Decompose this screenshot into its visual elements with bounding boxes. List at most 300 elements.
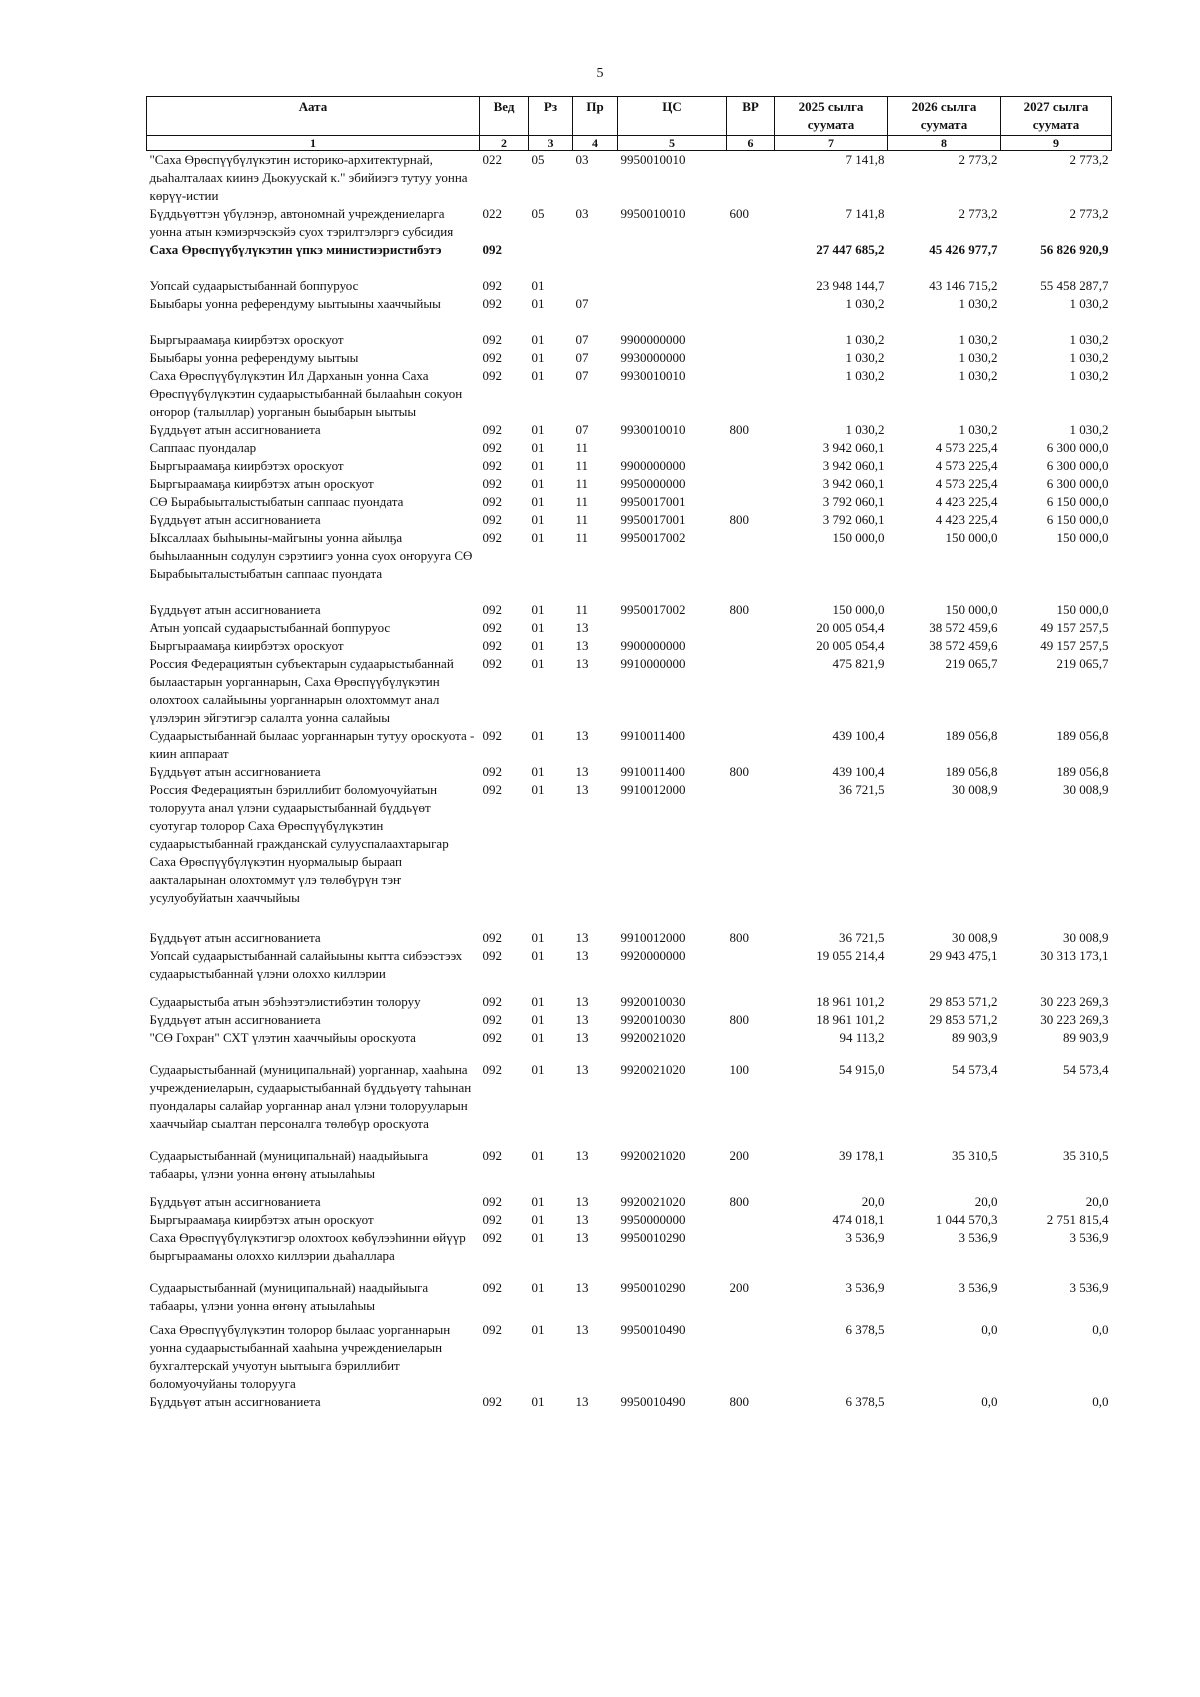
- header-cs: ЦС: [618, 97, 727, 136]
- row-vr: 800: [729, 764, 749, 779]
- row-rz: 01: [531, 638, 545, 653]
- row-amount-2025: 6 378,5: [845, 1394, 885, 1409]
- table-row: [147, 929, 1112, 947]
- row-amount-2027: 30 313 173,1: [1040, 948, 1109, 963]
- row-amount-2027: 30 008,9: [1063, 782, 1109, 797]
- row-ved: 092: [482, 278, 502, 293]
- table-row: [147, 1061, 1112, 1147]
- row-amount-2025: 3 942 060,1: [822, 458, 885, 473]
- row-amount-2027: 3 536,9: [1069, 1280, 1109, 1295]
- row-rz: 05: [531, 206, 545, 221]
- table-row: [147, 205, 1112, 241]
- table-row: [147, 439, 1112, 457]
- row-amount-2027: 1 030,2: [1069, 422, 1109, 437]
- row-cs: 9950000000: [620, 476, 686, 491]
- row-amount-2027: 219 065,7: [1056, 656, 1109, 671]
- row-vr: [727, 529, 775, 601]
- row-vr: [727, 367, 775, 421]
- row-ved: 092: [482, 602, 502, 617]
- row-amount-2027: 1 030,2: [1069, 350, 1109, 365]
- row-amount-2026: 89 903,9: [952, 1030, 998, 1045]
- row-vr: [727, 1229, 775, 1279]
- row-cs: 9930010010: [620, 422, 686, 437]
- row-amount-2026: 2 773,2: [958, 206, 998, 221]
- table-row: [147, 475, 1112, 493]
- table-row: [147, 511, 1112, 529]
- row-amount-2025: 439 100,4: [832, 728, 885, 743]
- row-amount-2026: 35 310,5: [952, 1148, 998, 1163]
- row-amount-2025: 94 113,2: [839, 1030, 885, 1045]
- row-name: Судаарыстыба атын эбэһээтэлистибэтин толоруу: [149, 994, 421, 1009]
- row-pr: 03: [575, 152, 589, 167]
- row-vr: 800: [729, 930, 749, 945]
- row-ved: 092: [482, 332, 502, 347]
- row-name: Бүддьүөттэн үбүлэнэр, автономнай учреждениеларга уонна атын кэмиэрчэскэйэ суох тэрилтэлэргэ субсидия: [149, 206, 454, 239]
- row-amount-2026: 0,0: [981, 1322, 998, 1337]
- row-rz: 01: [531, 782, 545, 797]
- row-amount-2027: 2 773,2: [1069, 152, 1109, 167]
- row-cs: 9950010010: [620, 206, 686, 221]
- table-row: [147, 457, 1112, 475]
- row-amount-2025: 3 792 060,1: [822, 494, 885, 509]
- row-pr: 03: [575, 206, 589, 221]
- row-rz: 01: [531, 476, 545, 491]
- row-pr: 13: [575, 930, 589, 945]
- table-row: [147, 1229, 1112, 1279]
- row-vr: [727, 993, 775, 1011]
- row-rz: 01: [531, 1030, 545, 1045]
- header-year-2025: 2025 сылга суумата: [775, 97, 888, 136]
- row-pr: 11: [575, 494, 589, 509]
- row-amount-2027: 6 150 000,0: [1046, 494, 1109, 509]
- row-cs: 9950010490: [620, 1322, 686, 1337]
- row-name: Бүддьүөт атын ассигнованиета: [149, 1194, 321, 1209]
- row-amount-2025: 150 000,0: [832, 602, 885, 617]
- header-vr: ВР: [727, 97, 775, 136]
- row-amount-2025: 18 961 101,2: [816, 994, 885, 1009]
- row-vr: [727, 637, 775, 655]
- table-row: [147, 781, 1112, 929]
- row-ved: 092: [482, 1394, 502, 1409]
- row-pr: 13: [575, 1280, 589, 1295]
- row-ved: 092: [482, 1212, 502, 1227]
- row-cs: 9930000000: [620, 350, 686, 365]
- row-name: Саха Өрөспүүбүлүкэтигэр олохтоох көбүлээһинни өйүүр быргырааманы олоххо киллэрии дьаһаллара: [149, 1230, 466, 1263]
- row-name: Быыбары уонна референдуму ыытыыны хааччыйыы: [149, 296, 441, 311]
- row-ved: 092: [482, 1148, 502, 1163]
- row-cs: 9900000000: [620, 638, 686, 653]
- page-number: 5: [596, 66, 604, 81]
- row-rz: 01: [531, 458, 545, 473]
- row-cs: [618, 619, 727, 637]
- row-amount-2025: 1 030,2: [845, 368, 885, 383]
- row-cs: [618, 439, 727, 457]
- row-ved: 092: [482, 350, 502, 365]
- row-pr: 13: [575, 638, 589, 653]
- row-pr: 13: [575, 1322, 589, 1337]
- row-amount-2027: 55 458 287,7: [1040, 278, 1109, 293]
- row-rz: 01: [531, 930, 545, 945]
- row-ved: 092: [482, 242, 502, 257]
- row-vr: [727, 439, 775, 457]
- row-amount-2026: 4 573 225,4: [935, 458, 998, 473]
- row-rz: 01: [531, 948, 545, 963]
- header-num-9: 9: [1001, 136, 1112, 151]
- row-amount-2027: 49 157 257,5: [1040, 638, 1109, 653]
- row-name: Бүддьүөт атын ассигнованиета: [149, 422, 321, 437]
- header-num-5: 5: [618, 136, 727, 151]
- row-vr: 800: [729, 512, 749, 527]
- row-amount-2026: 4 423 225,4: [935, 512, 998, 527]
- row-amount-2027: 1 030,2: [1069, 368, 1109, 383]
- row-cs: 9920021020: [620, 1148, 686, 1163]
- row-amount-2026: 219 065,7: [945, 656, 998, 671]
- row-amount-2026: 30 008,9: [952, 782, 998, 797]
- row-amount-2027: 189 056,8: [1056, 728, 1109, 743]
- row-amount-2025: 39 178,1: [839, 1148, 885, 1163]
- row-amount-2026: 43 146 715,2: [929, 278, 998, 293]
- row-amount-2025: 3 536,9: [845, 1280, 885, 1295]
- row-cs: 9920010030: [620, 1012, 686, 1027]
- row-name: "СӨ Гохран" СХТ үлэтин хааччыйыы ороскуота: [149, 1030, 416, 1045]
- row-rz: 05: [531, 152, 545, 167]
- row-ved: 092: [482, 1062, 502, 1077]
- row-pr: 11: [575, 440, 589, 455]
- row-name: Уопсай судаарыстыбаннай салайыыны кытта сибээстээх судаарыстыбаннай үлэни олоххо киллэрии: [149, 948, 463, 981]
- row-name: Ыксаллаах быһыыны-майгыны уонна айылҕа быһылааннын содулун сэрэтиигэ уонна суох оҥорууга СӨ Бырабыыталыстыбатын саппаас пуондата: [149, 530, 473, 581]
- row-name: Бүддьүөт атын ассигнованиета: [149, 930, 321, 945]
- row-ved: 092: [482, 422, 502, 437]
- row-vr: [727, 781, 775, 929]
- row-pr: 11: [575, 512, 589, 527]
- row-vr: [727, 331, 775, 349]
- row-pr: 13: [575, 1012, 589, 1027]
- row-amount-2026: 1 030,2: [958, 296, 998, 311]
- header-num-4: 4: [573, 136, 618, 151]
- row-cs: 9950017002: [620, 602, 686, 617]
- row-rz: 01: [531, 512, 545, 527]
- row-amount-2025: 23 948 144,7: [816, 278, 885, 293]
- row-ved: 092: [482, 440, 502, 455]
- row-rz: 01: [531, 278, 545, 293]
- row-ved: 092: [482, 1322, 502, 1337]
- row-amount-2027: 189 056,8: [1056, 764, 1109, 779]
- row-amount-2027: 2 751 815,4: [1046, 1212, 1109, 1227]
- row-cs: 9910011400: [620, 728, 686, 743]
- row-ved: 092: [482, 620, 502, 635]
- row-amount-2026: 30 008,9: [952, 930, 998, 945]
- row-amount-2027: 89 903,9: [1063, 1030, 1109, 1045]
- row-ved: 092: [482, 728, 502, 743]
- row-name: Бүддьүөт атын ассигнованиета: [149, 1394, 321, 1409]
- table-row: [147, 1393, 1112, 1411]
- table-row: [147, 655, 1112, 727]
- row-amount-2027: 30 223 269,3: [1040, 1012, 1109, 1027]
- row-rz: 01: [531, 332, 545, 347]
- row-cs: 9900000000: [620, 332, 686, 347]
- row-rz: 01: [531, 1012, 545, 1027]
- row-amount-2027: 3 536,9: [1069, 1230, 1109, 1245]
- row-name: Быргыраамаҕа киирбэтэх ороскуот: [149, 638, 344, 653]
- table-row: [147, 1029, 1112, 1061]
- row-amount-2027: 1 030,2: [1069, 296, 1109, 311]
- row-rz: 01: [531, 1394, 545, 1409]
- row-vr: [727, 277, 775, 295]
- row-pr: 13: [575, 1030, 589, 1045]
- row-pr: 13: [575, 1194, 589, 1209]
- row-amount-2027: 1 030,2: [1069, 332, 1109, 347]
- row-vr: 100: [729, 1062, 749, 1077]
- row-cs: 9950017002: [620, 530, 686, 545]
- row-amount-2025: 36 721,5: [839, 782, 885, 797]
- row-pr: 07: [575, 332, 589, 347]
- row-ved: 092: [482, 476, 502, 491]
- row-amount-2025: 150 000,0: [832, 530, 885, 545]
- row-rz: 01: [531, 350, 545, 365]
- row-vr: 800: [729, 1194, 749, 1209]
- row-name: Бүддьүөт атын ассигнованиета: [149, 1012, 321, 1027]
- header-num-6: 6: [727, 136, 775, 151]
- row-amount-2025: 7 141,8: [845, 152, 885, 167]
- row-amount-2026: 29 853 571,2: [929, 994, 998, 1009]
- row-ved: 092: [482, 656, 502, 671]
- row-amount-2026: 38 572 459,6: [929, 620, 998, 635]
- row-amount-2027: 0,0: [1092, 1322, 1109, 1337]
- row-amount-2026: 4 423 225,4: [935, 494, 998, 509]
- row-ved: 092: [482, 948, 502, 963]
- table-row: [147, 1011, 1112, 1029]
- row-cs: 9920021020: [620, 1030, 686, 1045]
- row-vr: [727, 655, 775, 727]
- row-vr: 800: [729, 1394, 749, 1409]
- row-rz: 01: [531, 1062, 545, 1077]
- row-cs: [618, 295, 727, 331]
- header-num-2: 2: [480, 136, 529, 151]
- row-rz: 01: [531, 1212, 545, 1227]
- row-amount-2025: 3 536,9: [845, 1230, 885, 1245]
- row-amount-2025: 3 792 060,1: [822, 512, 885, 527]
- row-name: Быргыраамаҕа киирбэтэх ороскуот: [149, 332, 344, 347]
- row-amount-2026: 38 572 459,6: [929, 638, 998, 653]
- row-vr: [727, 457, 775, 475]
- row-ved: 092: [482, 296, 502, 311]
- row-ved: 092: [482, 764, 502, 779]
- row-vr: 600: [729, 206, 749, 221]
- header-name: Аата: [147, 97, 480, 136]
- row-amount-2027: 6 300 000,0: [1046, 440, 1109, 455]
- row-name: Россия Федерациятын бэриллибит боломуочуйатын толоруута анал үлэни судаарыстыбаннай бүддьүөт суотугар толорор Саха Өрөспүүбүлүкэтин судаарыстыбаннай гражданскай сулууспалаахтарыгар Саха Өрөспүүбүлүкэтин нуормалыыр быраап аакталарынан олохтоммут үлэ төлөбүрүн тэҥ усулуобуйатын хааччыйыы: [149, 782, 449, 905]
- row-amount-2026: 1 030,2: [958, 332, 998, 347]
- row-amount-2026: 1 030,2: [958, 368, 998, 383]
- table-row: [147, 1147, 1112, 1193]
- row-pr: 07: [575, 296, 589, 311]
- row-pr: 07: [575, 422, 589, 437]
- row-pr: 07: [575, 368, 589, 383]
- row-rz: 01: [531, 494, 545, 509]
- row-amount-2025: 1 030,2: [845, 332, 885, 347]
- row-cs: 9920000000: [620, 948, 686, 963]
- row-vr: [727, 493, 775, 511]
- table-row: [147, 601, 1112, 619]
- row-amount-2025: 20 005 054,4: [816, 638, 885, 653]
- row-rz: 01: [531, 422, 545, 437]
- row-pr: 11: [575, 530, 589, 545]
- table-header: [147, 97, 1112, 151]
- row-name: Россия Федерациятын субъектарын судаарыстыбаннай былаастарын уорганнарын, Саха Өрөспүүбүлүкэтин олохтоох салайыыны уорганнарын олохтоммут анал үлэлэрин эйгэтигэр салалта уонна салайыы: [149, 656, 454, 725]
- table-row: [147, 277, 1112, 295]
- row-name: "Саха Өрөспүүбүлүкэтин историко-архитектурнай, дьаһалталаах киинэ Дьокуускай к." эбийиэгэ тутуу уонна көрүү-истии: [149, 152, 468, 203]
- table-body: [147, 151, 1112, 1412]
- table-row: [147, 637, 1112, 655]
- row-pr: 13: [575, 1212, 589, 1227]
- row-pr: [573, 277, 618, 295]
- header-num-3: 3: [529, 136, 573, 151]
- row-name: Быргыраамаҕа киирбэтэх атын ороскуот: [149, 1212, 374, 1227]
- row-ved: 092: [482, 458, 502, 473]
- table-row: [147, 421, 1112, 439]
- row-rz: 01: [531, 994, 545, 1009]
- header-year-2026: 2026 сылга суумата: [888, 97, 1001, 136]
- table-row: [147, 947, 1112, 993]
- row-vr: 800: [729, 602, 749, 617]
- header-year-2027: 2027 сылга суумата: [1001, 97, 1112, 136]
- header-pr: Пр: [573, 97, 618, 136]
- row-vr: 800: [729, 422, 749, 437]
- row-rz: 01: [531, 1230, 545, 1245]
- row-pr: 13: [575, 656, 589, 671]
- row-ved: 092: [482, 368, 502, 383]
- row-ved: 092: [482, 512, 502, 527]
- row-vr: [727, 1321, 775, 1393]
- header-ved: Вед: [480, 97, 529, 136]
- row-amount-2025: 3 942 060,1: [822, 476, 885, 491]
- budget-table: [146, 96, 1112, 1411]
- row-ved: 092: [482, 530, 502, 545]
- row-rz: 01: [531, 728, 545, 743]
- row-rz: 01: [531, 368, 545, 383]
- row-rz: 01: [531, 1280, 545, 1295]
- row-amount-2026: 189 056,8: [945, 728, 998, 743]
- row-rz: 01: [531, 764, 545, 779]
- row-amount-2027: 30 223 269,3: [1040, 994, 1109, 1009]
- row-ved: 092: [482, 994, 502, 1009]
- row-rz: [529, 241, 573, 277]
- row-name: Саппаас пуондалар: [149, 440, 257, 455]
- row-amount-2025: 20 005 054,4: [816, 620, 885, 635]
- row-cs: 9920021020: [620, 1194, 686, 1209]
- row-pr: 13: [575, 728, 589, 743]
- row-amount-2026: 1 030,2: [958, 422, 998, 437]
- row-vr: [727, 241, 775, 277]
- table-row: [147, 993, 1112, 1011]
- row-name: Быргыраамаҕа киирбэтэх ороскуот: [149, 458, 344, 473]
- row-amount-2027: 6 150 000,0: [1046, 512, 1109, 527]
- row-amount-2026: 4 573 225,4: [935, 476, 998, 491]
- row-ved: 022: [482, 206, 502, 221]
- row-pr: 11: [575, 458, 589, 473]
- row-pr: [573, 241, 618, 277]
- row-name: Уопсай судаарыстыбаннай боппуруос: [149, 278, 359, 293]
- row-vr: [727, 947, 775, 993]
- row-amount-2025: 20,0: [861, 1194, 885, 1209]
- row-ved: 092: [482, 1030, 502, 1045]
- row-vr: 200: [729, 1280, 749, 1295]
- table-row: [147, 493, 1112, 511]
- row-amount-2025: 7 141,8: [845, 206, 885, 221]
- row-amount-2026: 45 426 977,7: [929, 242, 998, 257]
- table-row: [147, 727, 1112, 763]
- row-amount-2027: 54 573,4: [1063, 1062, 1109, 1077]
- table-row: [147, 1193, 1112, 1211]
- row-rz: 01: [531, 656, 545, 671]
- row-amount-2025: 1 030,2: [845, 350, 885, 365]
- row-name: Саха Өрөспүүбүлүкэтин толорор былаас уорганнарын уонна судаарыстыбаннай хааһына учреждениеларын бухгалтерскай учуотун ыытыыга бэриллибит боломуочуйаны толорууга: [149, 1322, 451, 1391]
- row-pr: 13: [575, 948, 589, 963]
- row-pr: 13: [575, 994, 589, 1009]
- table-row: [147, 763, 1112, 781]
- row-amount-2025: 3 942 060,1: [822, 440, 885, 455]
- row-name: Судаарыстыбаннай (муниципальнай) наадыйыыга табаары, үлэни уонна өҥөнү атыылаһыы: [149, 1148, 429, 1181]
- row-name: Быыбары уонна референдуму ыытыы: [149, 350, 359, 365]
- row-amount-2026: 54 573,4: [952, 1062, 998, 1077]
- row-cs: 9900000000: [620, 458, 686, 473]
- table-row: [147, 295, 1112, 331]
- row-amount-2026: 150 000,0: [945, 530, 998, 545]
- table-row: [147, 241, 1112, 277]
- row-amount-2025: 18 961 101,2: [816, 1012, 885, 1027]
- row-cs: 9950000000: [620, 1212, 686, 1227]
- table-row: [147, 151, 1112, 206]
- table-row: [147, 1211, 1112, 1229]
- row-amount-2026: 189 056,8: [945, 764, 998, 779]
- row-name: Быргыраамаҕа киирбэтэх атын ороскуот: [149, 476, 374, 491]
- row-name: Бүддьүөт атын ассигнованиета: [149, 764, 321, 779]
- row-amount-2025: 36 721,5: [839, 930, 885, 945]
- row-name: Саха Өрөспүүбүлүкэтин Ил Дарханын уонна Саха Өрөспүүбүлүкэтин судаарыстыбаннай былааһын сокуон оҥорор (талыллар) уорганын быыбарын ыытыы: [149, 368, 463, 419]
- row-ved: 092: [482, 1012, 502, 1027]
- row-amount-2027: 30 008,9: [1063, 930, 1109, 945]
- row-cs: 9950010290: [620, 1280, 686, 1295]
- row-amount-2026: 4 573 225,4: [935, 440, 998, 455]
- row-name: Бүддьүөт атын ассигнованиета: [149, 602, 321, 617]
- header-num-1: 1: [147, 136, 480, 151]
- row-cs: 9950017001: [620, 494, 686, 509]
- row-vr: [727, 619, 775, 637]
- row-amount-2026: 2 773,2: [958, 152, 998, 167]
- row-amount-2027: 150 000,0: [1056, 602, 1109, 617]
- row-amount-2027: 2 773,2: [1069, 206, 1109, 221]
- row-cs: 9910000000: [620, 656, 686, 671]
- table-row: [147, 349, 1112, 367]
- row-pr: 11: [575, 602, 589, 617]
- row-amount-2025: 1 030,2: [845, 296, 885, 311]
- row-pr: 13: [575, 764, 589, 779]
- row-vr: [727, 1029, 775, 1061]
- row-amount-2025: 439 100,4: [832, 764, 885, 779]
- table-row: [147, 331, 1112, 349]
- row-rz: 01: [531, 1322, 545, 1337]
- table-row: [147, 1279, 1112, 1321]
- row-amount-2025: 6 378,5: [845, 1322, 885, 1337]
- row-amount-2027: 20,0: [1085, 1194, 1109, 1209]
- row-cs: [618, 277, 727, 295]
- row-amount-2026: 1 030,2: [958, 350, 998, 365]
- row-ved: 092: [482, 638, 502, 653]
- row-amount-2027: 6 300 000,0: [1046, 458, 1109, 473]
- header-num-8: 8: [888, 136, 1001, 151]
- row-rz: 01: [531, 530, 545, 545]
- row-vr: [727, 727, 775, 763]
